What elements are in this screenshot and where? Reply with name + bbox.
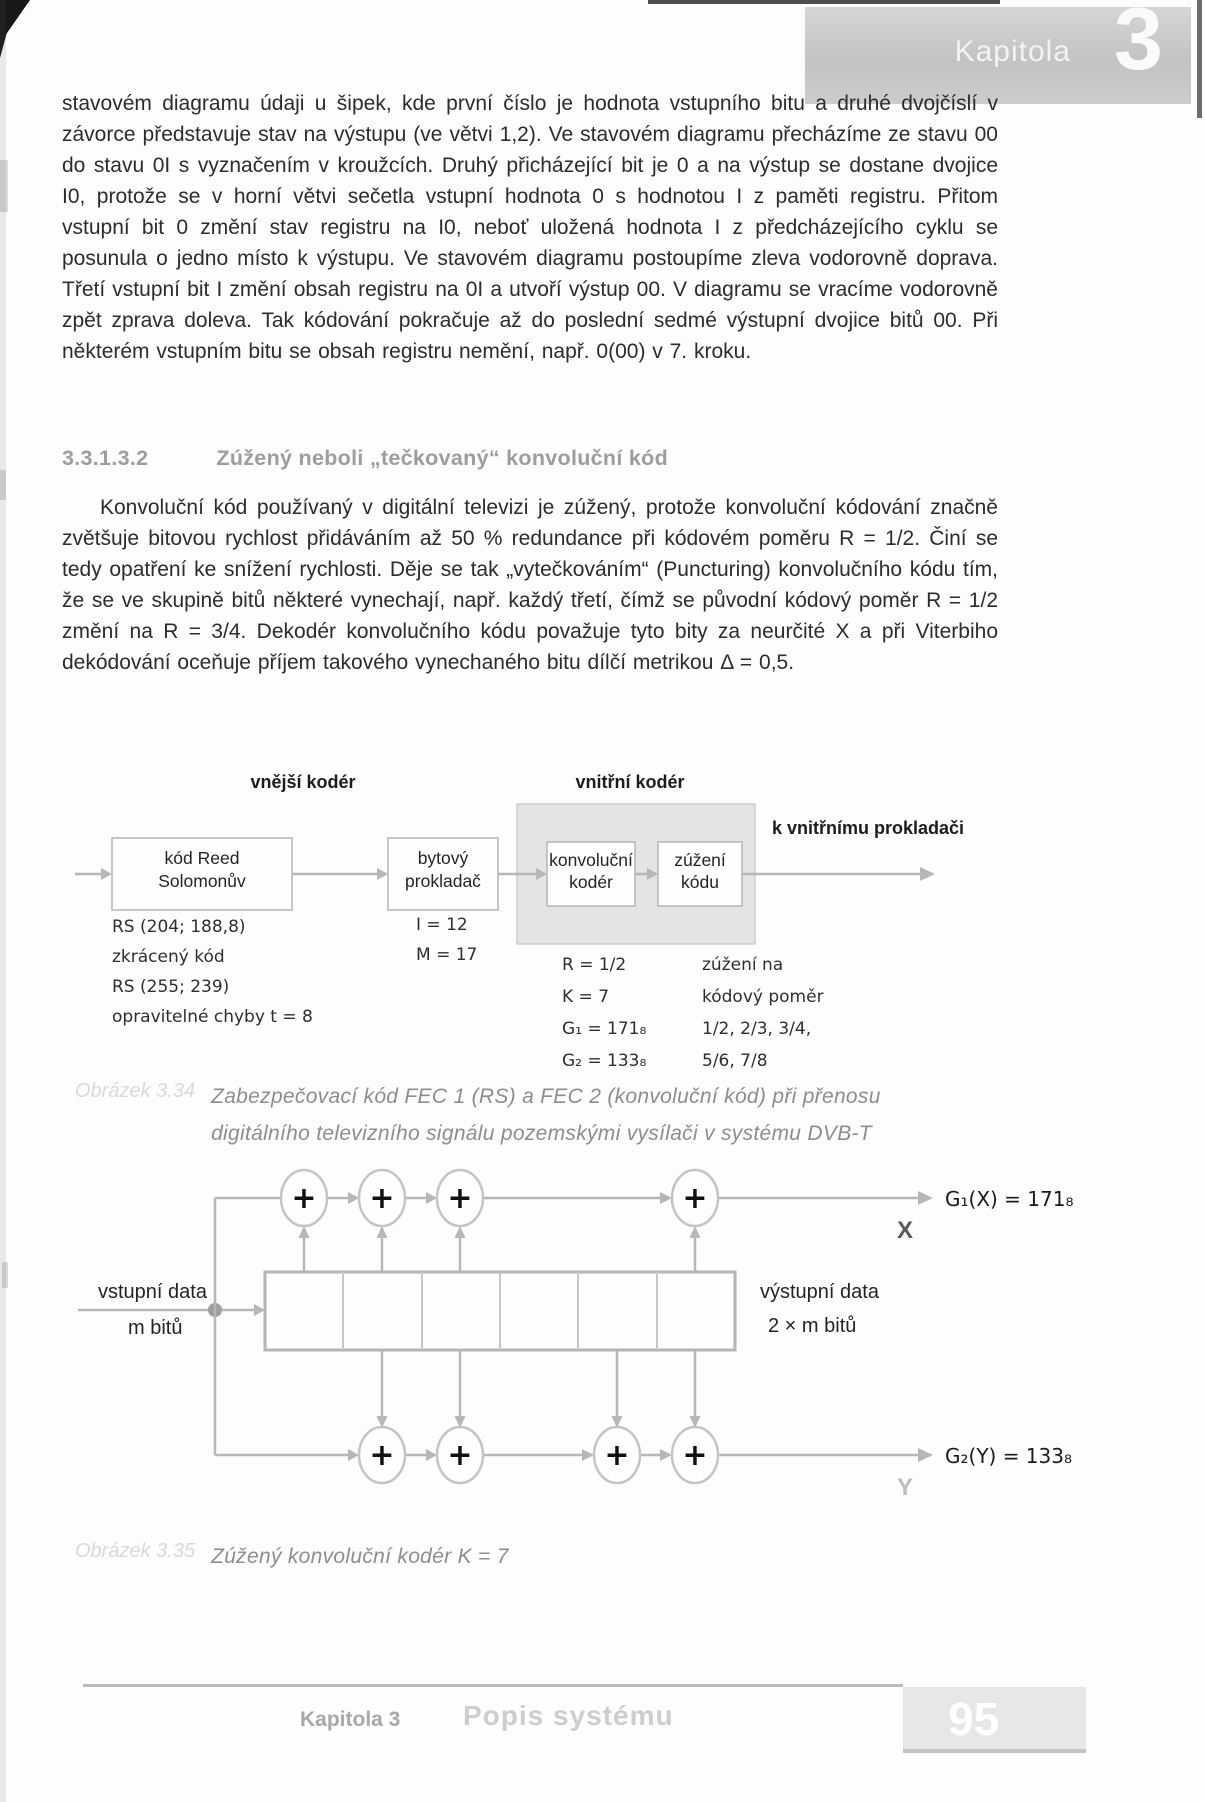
rs-box-label-2: Solomonův: [158, 871, 246, 891]
conv-box-label-2: kodér: [569, 872, 613, 892]
rs-note-2: zkrácený kód: [112, 947, 225, 967]
plus-sign: +: [291, 1181, 317, 1216]
x-output-label: X: [896, 1217, 914, 1244]
figure1-caption-label: Obrázek 3.34: [75, 1080, 196, 1102]
figure-fec-block-diagram: [60, 748, 1145, 1072]
scan-smudge: [2, 1262, 8, 1288]
to-inner-interleaver-label: k vnitřnímu prokladači: [772, 818, 965, 838]
shift-register: [265, 1272, 735, 1350]
section-number: 3.3.1.3.2: [62, 446, 149, 470]
figure2-caption-label: Obrázek 3.35: [75, 1540, 196, 1562]
xor-adder: [594, 1427, 640, 1483]
puncturing-annotations: [702, 955, 824, 1071]
punct-box-label-2: kódu: [681, 872, 719, 892]
rs-box-label-1: kód Reed: [164, 848, 240, 868]
rs-annotations: [112, 917, 313, 1027]
footer-page-number: 95: [948, 1693, 1000, 1745]
xor-adder: [437, 1427, 483, 1483]
conv-note-3: G₁ = 171₈: [562, 1019, 647, 1039]
conv-note-1: R = 1/2: [562, 955, 627, 975]
body-paragraph-2: Konvoluční kód používaný v digitální televizi je zúžený, protože konvoluční kódování značně zvětšuje bitovou rychlost přidáváním až 50 % redundance při kódovém poměru R = 1/2. Činí se tedy opatření ke snížení rychlosti. Děje se tak „vytečkováním“ (Puncturing) konvolučního kódu tím, že se ve skupině bitů některé vynechají, např. každý třetí, čímž se původní kódový poměr R = 1/2 změní na R = 3/4. Dekodér konvolučního kódu považuje tyto bity za neurčité X a při Viterbiho dekódování oceňuje příjem takového vynechaného bitu dílčí metrikou Δ = 0,5.: [62, 496, 998, 674]
body-paragraph-1: stavovém diagramu údaji u šipek, kde první číslo je hodnota vstupního bitu a druhé dvojčíslí v závorce představuje stav na výstupu (ve větvi 1,2). Ve stavovém diagramu přecházíme ze stavu 00 do stavu 0I s vyznačením v kroužcích. Druhý přicházející bit je 0 a na výstup se dostane dvojice I0, protože se v horní větvi sečetla vstupní hodnota 0 s hodnotou I z paměti registru. Přitom vstupní bit 0 změní stav registru na I0, neboť uložená hodnota I z předcházejícího cyklu se posunula o jedno místo k výstupu. Ve stavovém diagramu postoupíme zleva vodorovně doprava. Třetí vstupní bit I změní obsah registru na 0I a utvoří výstup 00. V diagramu se vracíme vodorovně zpět zprava doleva. Tak kódování pokračuje až do poslední sedmé výstupní dvojice bitů 00. Při některém vstupním bitu se obsah registru nemění, např. 0(00) v 7. kroku.: [62, 92, 998, 363]
y-output-label: Y: [896, 1474, 914, 1501]
plus-sign: +: [447, 1181, 473, 1216]
figure1-caption-text: Zabezpečovací kód FEC 1 (RS) a FEC 2 (konvoluční kód) při přenosu digitálního televizního signálu pozemskými vysílači v systému DVB-T: [211, 1085, 881, 1145]
plus-sign: +: [369, 1181, 395, 1216]
xor-adder: [281, 1170, 327, 1226]
plus-sign: +: [447, 1438, 473, 1473]
puncturing-box: [658, 842, 742, 906]
interleaver-note-2: M = 17: [416, 945, 478, 965]
interleaver-box-label-2: prokladač: [405, 871, 481, 891]
output-data-label: výstupní data: [760, 1281, 879, 1303]
xor-adder: [359, 1170, 405, 1226]
output-bits-label: 2 × m bitů: [768, 1315, 857, 1337]
rs-note-3: RS (255; 239): [112, 977, 230, 997]
plus-sign: +: [682, 1181, 708, 1216]
footer-chapter-label: Kapitola 3: [300, 1708, 401, 1731]
conv-note-2: K = 7: [562, 987, 610, 1007]
figure-convolutional-encoder: [60, 1152, 1145, 1530]
xor-adder: [672, 1427, 718, 1483]
figure2-caption: [75, 1538, 509, 1575]
top-sum-row: [215, 1170, 933, 1226]
conv-note-4: G₂ = 133₈: [562, 1051, 647, 1071]
figure2-caption-text: Zúžený konvoluční kodér K = 7: [211, 1545, 509, 1568]
footer-rule: [83, 1684, 903, 1687]
scan-smudge: [0, 160, 8, 212]
footer-page-box: [903, 1687, 1086, 1753]
footer-section-title: Popis systému: [463, 1700, 674, 1731]
interleaver-note-1: I = 12: [416, 915, 468, 935]
figure1-caption: [75, 1078, 941, 1152]
scan-top-line: [648, 0, 1000, 4]
punct-note-3: 1/2, 2/3, 3/4,: [702, 1019, 812, 1039]
register-top-taps: [299, 1226, 701, 1272]
scan-edge-strip: [0, 0, 6, 1802]
section-title: Zúžený neboli „tečkovaný“ konvoluční kód: [216, 446, 669, 470]
g2-polynomial-label: G₂(Y) = 133₈: [945, 1444, 1073, 1468]
interleaver-annotations: [416, 915, 477, 965]
chapter-number: 3: [1114, 0, 1163, 88]
scan-right-edge: [1197, 0, 1202, 118]
bottom-sum-row: [215, 1427, 933, 1483]
outer-coder-label: vnější kodér: [250, 772, 356, 792]
g1-polynomial-label: G₁(X) = 171₈: [945, 1187, 1074, 1211]
interleaver-box-label-1: bytový: [417, 848, 469, 868]
xor-adder: [437, 1170, 483, 1226]
punct-note-2: kódový poměr: [702, 987, 824, 1007]
xor-adder: [672, 1170, 718, 1226]
plus-sign: +: [369, 1438, 395, 1473]
input-bits-label: m bitů: [128, 1317, 183, 1339]
rs-note-4: opravitelné chyby t = 8: [112, 1007, 313, 1027]
conv-annotations: [562, 955, 646, 1071]
section-heading: [62, 446, 668, 471]
conv-box-label-1: konvoluční: [549, 850, 633, 870]
input-data-label: vstupní data: [98, 1281, 207, 1303]
punct-box-label-1: zúžení: [674, 850, 726, 870]
chapter-word: Kapitola: [954, 35, 1071, 68]
byte-interleaver-box: [388, 838, 498, 910]
punct-note-1: zúžení na: [702, 955, 784, 975]
punct-note-4: 5/6, 7/8: [702, 1051, 768, 1071]
plus-sign: +: [604, 1438, 630, 1473]
plus-sign: +: [682, 1438, 708, 1473]
rs-coder-box: [112, 838, 292, 910]
scan-smudge: [0, 470, 6, 500]
register-bottom-taps: [377, 1350, 701, 1428]
xor-adder: [359, 1427, 405, 1483]
rs-note-1: RS (204; 188,8): [112, 917, 246, 937]
inner-coder-label: vnitřní kodér: [575, 772, 685, 792]
convolutional-coder-box: [547, 842, 635, 906]
